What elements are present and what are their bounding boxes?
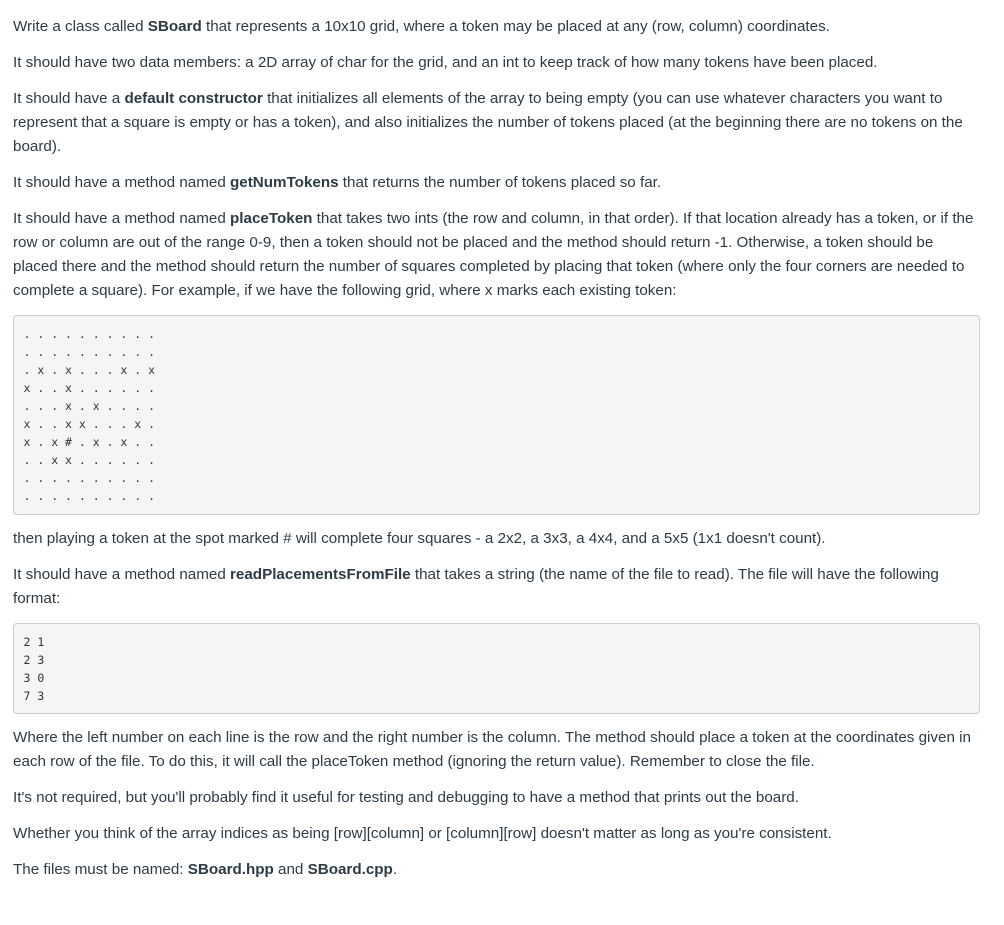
grid-row: x . . x . . . . . .	[23, 380, 156, 395]
text: and	[273, 861, 308, 878]
text: It's not required, but you'll probably find it useful for testing and debugging to have a method that prints out the board.	[13, 789, 799, 806]
grid-row: . . . . . . . . . .	[23, 326, 156, 341]
text: The files must be named:	[13, 861, 188, 878]
file-format-code-block	[13, 623, 980, 714]
text: that returns the number of tokens placed so far.	[338, 174, 662, 191]
header-file-name: SBoard.hpp	[187, 861, 274, 878]
grid-row: . . . x . x . . . .	[23, 398, 156, 413]
text: that takes a string (the name of the file to read). The file will have the following format:	[13, 566, 939, 607]
grid-example-code-block	[13, 315, 980, 515]
file-line: 2 1	[23, 634, 45, 649]
method-name: placeToken	[230, 210, 313, 227]
paragraph-constructor	[13, 87, 980, 159]
file-line: 3 0	[23, 670, 45, 685]
grid-row: . . . . . . . . . .	[23, 470, 156, 485]
paragraph-print-board	[13, 786, 980, 810]
text: that takes two ints (the row and column, in that order). If that location already has a token, or if the row or column are out of the range 0-9, then a token should not be placed and the method should return -1. Otherwise, a token should be placed there and the method should return the number of squares completed by placing that token (where only the four corners are needed to complete a square). For example, if we have the following grid, where x marks each existing token:	[13, 210, 974, 299]
paragraph-array-indices	[13, 822, 980, 846]
paragraph-read-placements	[13, 563, 980, 611]
paragraph-place-token	[13, 207, 980, 303]
text: It should have a	[13, 90, 125, 107]
paragraph-file-names	[13, 858, 980, 882]
file-line: 7 3	[23, 688, 45, 703]
text: then playing a token at the spot marked # will complete four squares - a 2x2, a 3x3, a 4x4, and a 5x5 (1x1 doesn't count).	[13, 530, 826, 547]
text: It should have a method named	[13, 566, 230, 583]
text: Whether you think of the array indices as being [row][column] or [column][row] doesn't matter as long as you're consistent.	[13, 825, 832, 842]
file-line: 2 3	[23, 652, 45, 667]
text: that represents a 10x10 grid, where a token may be placed at any (row, column) coordinates.	[201, 18, 830, 35]
paragraph-file-format-explanation	[13, 726, 980, 774]
text: It should have a method named	[13, 174, 230, 191]
source-file-name: SBoard.cpp	[307, 861, 393, 878]
method-name: readPlacementsFromFile	[230, 566, 411, 583]
grid-row: . . x x . . . . . .	[23, 452, 156, 467]
text: Write a class called	[13, 18, 148, 35]
grid-row: x . x # . x . x . .	[23, 434, 156, 449]
text: .	[392, 861, 398, 878]
grid-row: . x . x . . . x . x	[23, 362, 156, 377]
text: Where the left number on each line is the row and the right number is the column. The method should place a token at the coordinates given in each row of the file. To do this, it will call the placeToken method (ignoring the return value). Remember to close the file.	[13, 729, 971, 770]
grid-row: x . . x x . . . x .	[23, 416, 156, 431]
grid-row: . . . . . . . . . .	[23, 488, 156, 503]
paragraph-data-members	[13, 51, 980, 75]
text: It should have a method named	[13, 210, 230, 227]
grid-row: . . . . . . . . . .	[23, 344, 156, 359]
class-name: SBoard	[147, 18, 202, 35]
paragraph-squares-explanation	[13, 527, 980, 551]
method-name: getNumTokens	[230, 174, 339, 191]
text: It should have two data members: a 2D array of char for the grid, and an int to keep track of how many tokens have been placed.	[13, 54, 878, 71]
constructor-name: default constructor	[124, 90, 263, 107]
paragraph-class-intro	[13, 0, 980, 39]
text: that initializes all elements of the array to being empty (you can use whatever characters you want to represent that a square is empty or has a token), and also initializes the number of tokens placed (at the beginning there are no tokens on the board).	[13, 90, 963, 155]
paragraph-get-num-tokens	[13, 171, 980, 195]
